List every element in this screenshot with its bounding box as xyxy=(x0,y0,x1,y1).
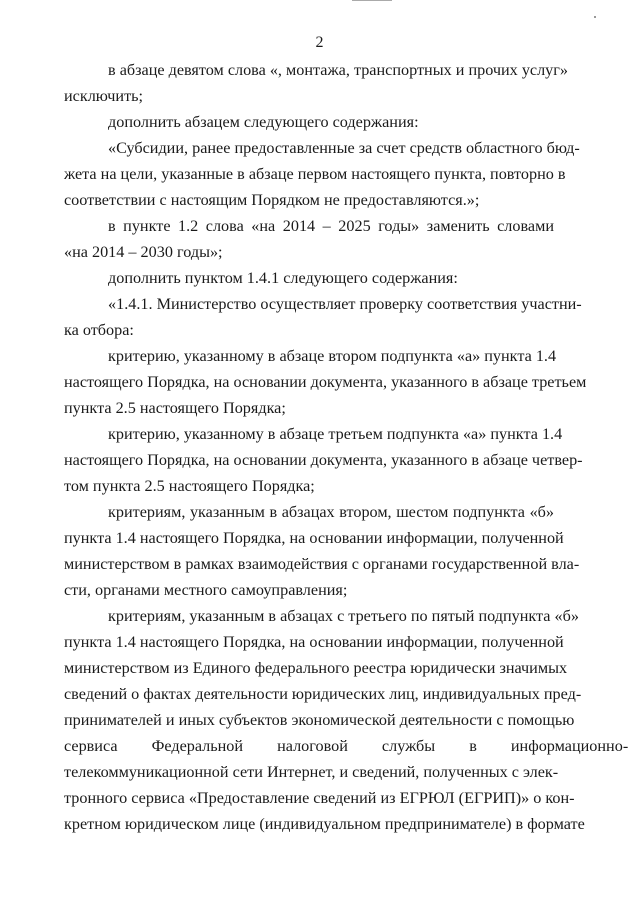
text-line: в абзаце девятом слова «, монтажа, транспортных и прочих услуг» xyxy=(108,61,568,79)
scan-mark-top xyxy=(352,0,392,1)
text-line: «1.4.1. Министерство осуществляет проверку соответствия участни- xyxy=(108,295,582,313)
text-line: критерию, указанному в абзаце третьем подпункта «а» пункта 1.4 xyxy=(108,425,563,443)
text-line: жета на цели, указанные в абзаце первом настоящего пункта, повторно в xyxy=(64,165,566,183)
text-line: пункта 1.4 настоящего Порядка, на основании информации, полученной xyxy=(64,633,564,651)
text-line: критериям, указанным в абзацах втором, шестом подпункта «б» xyxy=(108,503,554,521)
text-line: соответствии с настоящим Порядком не предоставляются.»; xyxy=(64,191,480,209)
text-line: настоящего Порядка, на основании документа, указанного в абзаце третьем xyxy=(64,373,587,391)
text-line: сведений о фактах деятельности юридических лиц, индивидуальных пред- xyxy=(64,685,582,703)
text-line: кретном юридическом лице (индивидуальном предпринимателе) в формате xyxy=(64,815,585,833)
text-line: исключить; xyxy=(64,87,144,105)
text-line: «на 2014 – 2030 годы»; xyxy=(64,243,223,261)
text-line: сервиса Федеральной налоговой службы в информационно- xyxy=(64,737,629,755)
text-line: министерством из Единого федерального реестра юридически значимых xyxy=(64,659,568,677)
text-line: в пункте 1.2 слова «на 2014 – 2025 годы» заменить словами xyxy=(108,217,554,235)
text-line: ка отбора: xyxy=(64,321,134,339)
text-line: «Субсидии, ранее предоставленные за счет средств областного бюд- xyxy=(108,139,580,157)
text-line: тронного сервиса «Предоставление сведений из ЕГРЮЛ (ЕГРИП)» о кон- xyxy=(64,789,575,807)
text-line: дополнить пунктом 1.4.1 следующего содержания: xyxy=(108,269,458,287)
text-line: настоящего Порядка, на основании документа, указанного в абзаце четвер- xyxy=(64,451,583,469)
text-line: пункта 1.4 настоящего Порядка, на основании информации, полученной xyxy=(64,529,564,547)
text-line: пункта 2.5 настоящего Порядка; xyxy=(64,399,286,417)
text-line: сти, органами местного самоуправления; xyxy=(64,581,348,599)
text-line: принимателей и иных субъектов экономической деятельности с помощью xyxy=(64,711,575,729)
scan-mark-corner xyxy=(594,16,596,18)
text-line: критериям, указанным в абзацах с третьего по пятый подпункта «б» xyxy=(108,607,579,625)
text-line: телекоммуникационной сети Интернет, и сведений, полученных с элек- xyxy=(64,763,559,781)
text-line: министерством в рамках взаимодействия с органами государственной вла- xyxy=(64,555,580,573)
text-line: том пункта 2.5 настоящего Порядка; xyxy=(64,477,315,495)
text-line: критерию, указанному в абзаце втором подпункта «а» пункта 1.4 xyxy=(108,347,557,365)
page-number: 2 xyxy=(315,34,324,51)
text-line: дополнить абзацем следующего содержания: xyxy=(108,113,419,131)
